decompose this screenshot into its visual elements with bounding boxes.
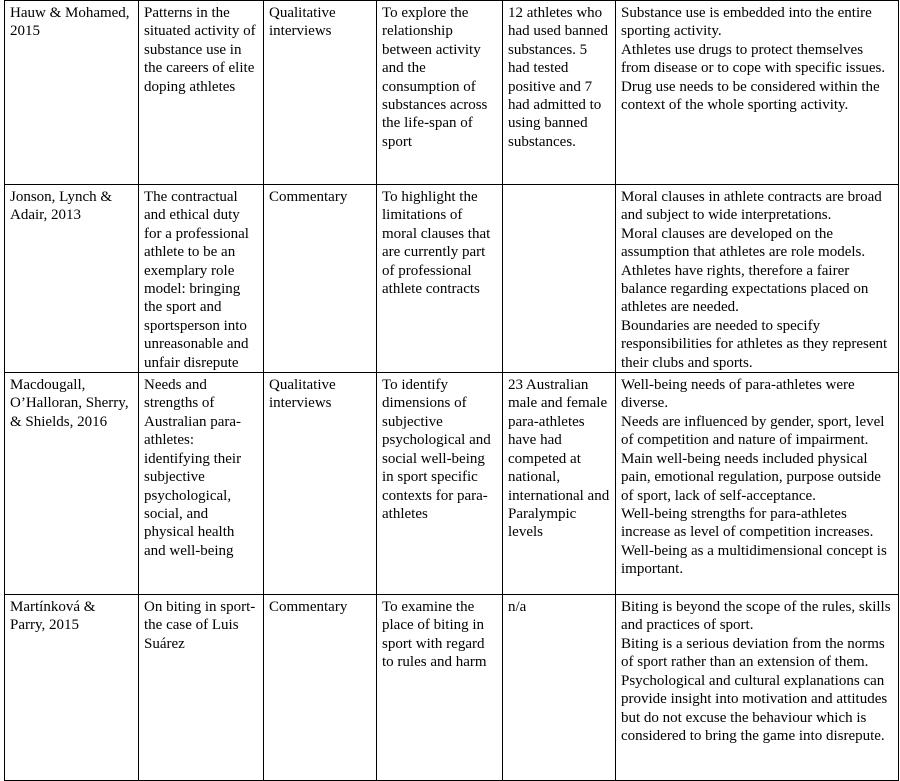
finding-item: Needs are influenced by gender, sport, level of competition and nature of impairment. [621, 413, 885, 449]
aim-cell: To examine the place of biting in sport with regard to rules and harm [377, 595, 503, 781]
finding-item: Main well-being needs included physical pain, emotional regulation, purpose outside of sport, lack of self-acceptance. [621, 450, 881, 504]
finding-item: Moral clauses are developed on the assumption that athletes are role models. [621, 225, 866, 261]
author-cell: Martínková & Parry, 2015 [5, 595, 139, 781]
finding-item: Psychological and cultural explanations can provide insight into motivation and attitudes but do not excuse the behaviour which is considered to bring the game into disrepute. [621, 672, 888, 744]
aim-cell: To highlight the limitations of moral clauses that are currently part of professional athlete contracts [377, 185, 503, 373]
table-row [5, 595, 899, 781]
finding-item: Well-being strengths for para-athletes increase as level of competition increases. [621, 505, 874, 541]
method-cell: Commentary [264, 595, 377, 781]
findings-cell [616, 373, 899, 595]
title-cell: Needs and strengths of Australian para-athletes: identifying their subjective psychological, social, and physical health and well-being [139, 373, 264, 595]
table-row [5, 1, 899, 185]
literature-review-table [4, 0, 899, 781]
author-cell: Jonson, Lynch & Adair, 2013 [5, 185, 139, 373]
aim-cell: To identify dimensions of subjective psychological and social well-being in sport specific contexts for para-athletes [377, 373, 503, 595]
finding-item: Boundaries are needed to specify responsibilities for athletes as they represent their clubs and sports. [621, 317, 888, 371]
aim-cell: To explore the relationship between activity and the consumption of substances across the life-span of sport [377, 1, 503, 185]
method-cell: Qualitative interviews [264, 373, 377, 595]
finding-item: Biting is beyond the scope of the rules, skills and practices of sport. [621, 599, 891, 634]
sample-cell: 23 Australian male and female para-athletes have had competed at national, international and Paralympic levels [503, 373, 616, 595]
title-cell: The contractual and ethical duty for a professional athlete to be an exemplary role model: bringing the sport and sportsperson into unreasonable and unfair disrepute [139, 185, 264, 373]
findings-cell [616, 1, 899, 185]
finding-item: Athletes use drugs to protect themselves from disease or to cope with specific issues. [621, 41, 886, 77]
method-cell: Commentary [264, 185, 377, 373]
sample-cell: n/a [503, 595, 616, 781]
table-row [5, 185, 899, 373]
title-cell: Patterns in the situated activity of substance use in the careers of elite doping athletes [139, 1, 264, 185]
title-cell: On biting in sport- the case of Luis Suárez [139, 595, 264, 781]
method-cell: Qualitative interviews [264, 1, 377, 185]
findings-cell [616, 185, 899, 373]
table-row [5, 373, 899, 595]
findings-cell [616, 595, 899, 781]
author-cell: Hauw & Mohamed, 2015 [5, 1, 139, 185]
finding-item: Well-being as a multidimensional concept is important. [621, 542, 887, 578]
author-cell: Macdougall, O’Halloran, Sherry, & Shields, 2016 [5, 373, 139, 595]
finding-item: Biting is a serious deviation from the norms of sport rather than an extension of them. [621, 635, 885, 671]
finding-item: Drug use needs to be considered within the context of the whole sporting activity. [621, 78, 880, 114]
finding-item: Moral clauses in athlete contracts are broad and subject to wide interpretations. [621, 189, 882, 224]
sample-cell: 12 athletes who had used banned substances. 5 had tested positive and 7 had admitted to using banned substances. [503, 1, 616, 185]
finding-item: Athletes have rights, therefore a fairer balance regarding expectations placed on athletes are needed. [621, 262, 869, 316]
finding-item: Well-being needs of para-athletes were diverse. [621, 377, 855, 412]
finding-item: Substance use is embedded into the entire sporting activity. [621, 5, 872, 40]
sample-cell [503, 185, 616, 373]
